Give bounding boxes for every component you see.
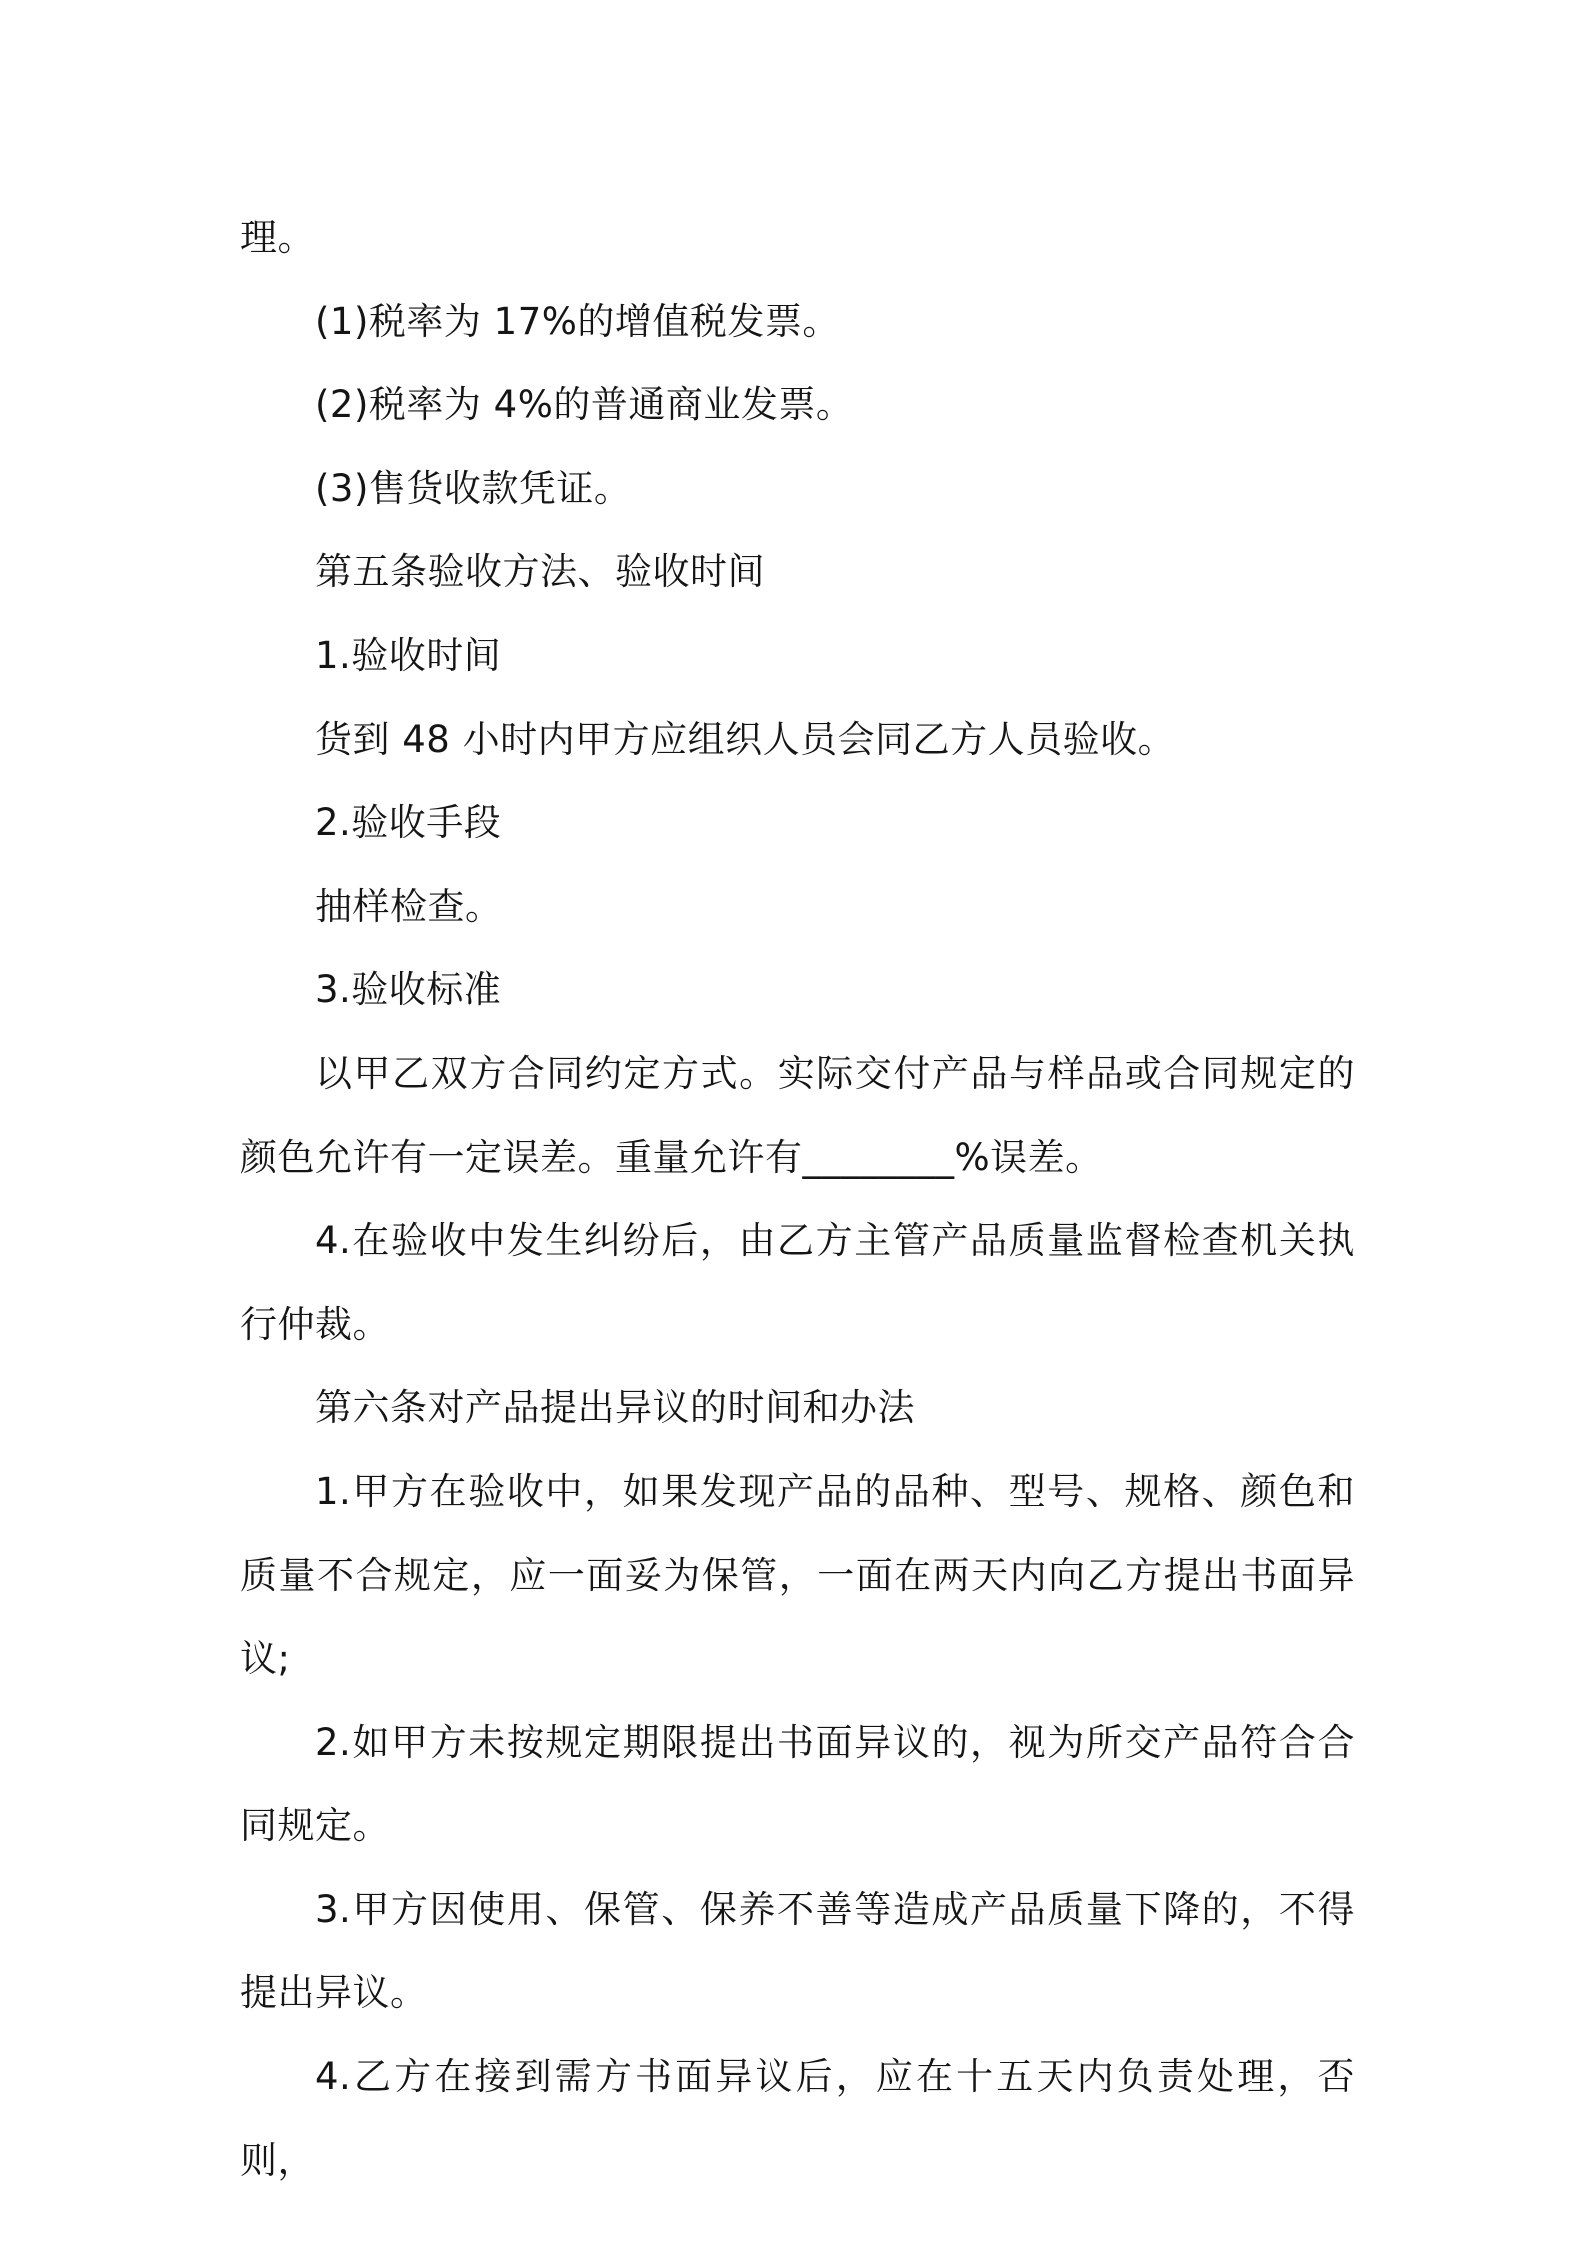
subheading-inspection-standard: 3.验收标准 bbox=[315, 968, 502, 1012]
paragraph-objection-3: 3.甲方因使用、保管、保养不善等造成产品质量下降的，不得提出异议。 bbox=[240, 1887, 1355, 2015]
paragraph-invoice-vat: (1)税率为 17%的增值税发票。 bbox=[315, 299, 840, 343]
document-body bbox=[240, 196, 1355, 2202]
paragraph-inspection-method: 抽样检查。 bbox=[315, 884, 503, 928]
paragraph-inspection-standard: 以甲乙双方合同约定方式。实际交付产品与样品或合同规定的颜色允许有一定误差。重量允许有________%误差。 bbox=[240, 1051, 1355, 1179]
heading-article-six: 第六条对产品提出异议的时间和办法 bbox=[315, 1386, 915, 1430]
paragraph-receipt: (3)售货收款凭证。 bbox=[315, 466, 632, 510]
paragraph-invoice-commercial: (2)税率为 4%的普通商业发票。 bbox=[315, 383, 854, 427]
paragraph-continuation: 理。 bbox=[240, 216, 315, 259]
subheading-inspection-method: 2.验收手段 bbox=[315, 801, 502, 845]
paragraph-inspection-time: 货到 48 小时内甲方应组织人员会同乙方人员验收。 bbox=[315, 717, 1176, 761]
paragraph-objection-2: 2.如甲方未按规定期限提出书面异议的，视为所交产品符合合同规定。 bbox=[240, 1720, 1355, 1848]
paragraph-dispute-arbitration: 4.在验收中发生纠纷后，由乙方主管产品质量监督检查机关执行仲裁。 bbox=[240, 1219, 1355, 1346]
subheading-inspection-time: 1.验收时间 bbox=[315, 633, 502, 677]
paragraph-objection-4: 4.乙方在接到需方书面异议后，应在十五天内负责处理，否则， bbox=[240, 2055, 1355, 2182]
paragraph-objection-1: 1.甲方在验收中，如果发现产品的品种、型号、规格、颜色和质量不合规定，应一面妥为保管，一面在两天内向乙方提出书面异议; bbox=[240, 1469, 1355, 1681]
heading-article-five: 第五条验收方法、验收时间 bbox=[315, 550, 765, 594]
